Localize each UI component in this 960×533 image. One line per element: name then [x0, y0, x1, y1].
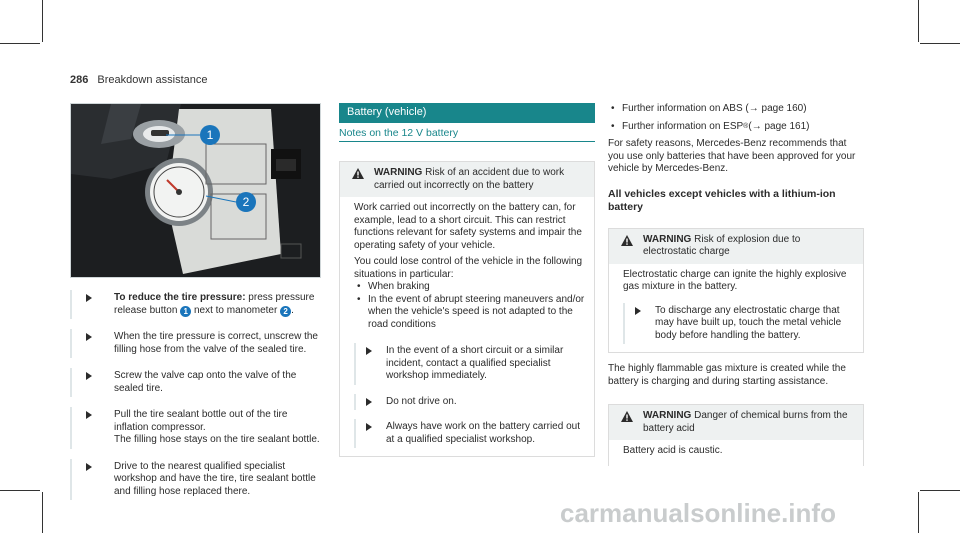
crop-mark — [42, 0, 43, 42]
arrow-icon — [86, 333, 92, 341]
callout-badge-2: 2 — [280, 306, 291, 317]
warning-label: WARNING — [643, 233, 692, 245]
reference-arrow-icon: → — [748, 103, 759, 114]
step-reduce-pressure — [70, 290, 322, 319]
paragraph-gas-mixture: The highly flammable gas mixture is created while the battery is charging and during starting assistance. — [608, 363, 846, 387]
step-heading: To reduce the tire pressure: — [114, 292, 246, 303]
page-header — [70, 74, 207, 86]
list-text: page 161) — [761, 120, 810, 132]
arrow-icon — [366, 398, 372, 406]
warning-step — [354, 394, 586, 411]
arrow-icon — [86, 463, 92, 471]
compressor-illustration — [71, 104, 321, 278]
arrow-icon — [86, 411, 92, 419]
step-drive-workshop — [70, 459, 322, 501]
warning-label: WARNING — [374, 167, 423, 178]
step-text: Always have work on the battery carried out at a qualified specialist workshop. — [386, 421, 580, 445]
step-text: When the tire pressure is correct, unscrew the filling hose from the valve of the sealed tire. — [114, 331, 318, 355]
warning-title: Risk of explosion due to electrostatic charge — [643, 233, 801, 257]
warning-triangle-icon — [621, 235, 633, 246]
warning-text: Battery acid is caustic. — [623, 445, 723, 456]
subsection-title: Notes on the 12 V battery — [339, 127, 595, 142]
compressor-photo — [70, 103, 321, 278]
warning-step — [354, 419, 586, 448]
crop-mark — [918, 492, 919, 533]
crop-mark — [918, 0, 919, 42]
section-title: Battery (vehicle) — [339, 103, 595, 123]
arrow-icon — [86, 372, 92, 380]
step-text: Screw the valve cap onto the valve of the sealed tire. — [114, 370, 297, 394]
list-text: page 160) — [758, 103, 807, 114]
step-text: next to manometer — [191, 304, 281, 316]
crop-mark — [0, 490, 40, 491]
warning-header — [609, 405, 863, 440]
section-name: Breakdown assistance — [97, 74, 208, 86]
bullet-list — [354, 281, 586, 331]
step-text: . — [291, 304, 294, 316]
step-text: The filling hose stays on the tire sealant bottle. — [114, 434, 320, 445]
warning-label: WARNING — [643, 410, 692, 421]
step-text: Pull the tire sealant bottle out of the tire inflation compressor. — [114, 409, 288, 433]
warning-step — [354, 343, 586, 385]
callout-1: 1 — [206, 128, 214, 142]
crop-mark — [920, 490, 960, 491]
crop-mark — [920, 43, 960, 44]
warning-triangle-icon — [352, 168, 364, 179]
warning-header — [340, 162, 594, 197]
list-text: Further information on ESP — [622, 120, 744, 132]
registered-mark: ® — [743, 122, 749, 130]
heading-non-lithium: All vehicles except vehicles with a lithium-ion battery — [608, 187, 836, 213]
warning-triangle-icon — [621, 411, 633, 422]
step-text: To discharge any electrostatic charge that may have built up, touch the metal vehicle body before handling the battery. — [655, 304, 842, 341]
callout-2: 2 — [242, 195, 250, 209]
warning-title: Risk of an accident due to work carried out incorrectly on the battery — [374, 167, 565, 191]
list-text: ( — [748, 120, 752, 132]
step-pull-bottle — [70, 407, 322, 449]
arrow-icon — [86, 294, 92, 302]
callout-badge-1: 1 — [180, 306, 191, 317]
warning-body — [340, 197, 594, 456]
warning-box-accident — [339, 161, 595, 457]
step-unscrew-hose — [70, 329, 322, 358]
list-item-abs — [608, 103, 864, 116]
crop-mark — [42, 492, 43, 533]
step-text: Do not drive on. — [386, 395, 457, 407]
right-column — [608, 103, 864, 466]
warning-title: Danger of chemical burns from the battery acid — [643, 410, 848, 434]
warning-header — [609, 229, 863, 264]
paragraph-recommendation: For safety reasons, Mercedes-Benz recommends that you use only batteries that have been approved for your vehicle by Mercedes-Benz. — [608, 138, 856, 174]
crop-mark — [0, 43, 40, 44]
step-text: Drive to the nearest qualified specialist workshop and have the tire, tire sealant bottle and filling hose replaced there. — [114, 460, 316, 497]
warning-step — [623, 303, 855, 345]
tire-steps — [70, 290, 322, 510]
step-text: In the event of a short circuit or a similar incident, contact a qualified specialist workshop immediately. — [386, 345, 564, 381]
warning-body — [609, 440, 863, 466]
arrow-icon — [366, 347, 372, 355]
arrow-icon — [366, 423, 372, 431]
list-item-esp — [608, 121, 864, 134]
battery-column — [339, 103, 595, 457]
step-text: press pressure release button — [114, 292, 315, 316]
warning-box-explosion — [608, 228, 864, 354]
list-item: • In the event of abrupt steering maneuvers and/or when the vehicle's speed is not adapted to the road conditions — [354, 294, 586, 332]
warning-text: You could lose control of the vehicle in the following situations in particular: — [354, 256, 583, 280]
page-number: 286 — [70, 74, 89, 86]
warning-text: Work carried out incorrectly on the battery can, for example, lead to a short circuit. This can restrict functions relevant for safety systems and impair the operating safety of your vehicle. — [354, 202, 582, 251]
arrow-icon — [635, 307, 641, 315]
warning-box-acid — [608, 404, 864, 466]
list-text: Further information on ABS ( — [622, 103, 749, 114]
step-screw-cap — [70, 368, 322, 397]
reference-arrow-icon: → — [751, 120, 762, 132]
warning-text: Electrostatic charge can ignite the highly explosive gas mixture in the battery. — [623, 268, 847, 292]
watermark: carmanualsonline.info — [560, 498, 836, 528]
warning-body — [609, 264, 863, 353]
list-item: • When braking — [354, 281, 586, 294]
